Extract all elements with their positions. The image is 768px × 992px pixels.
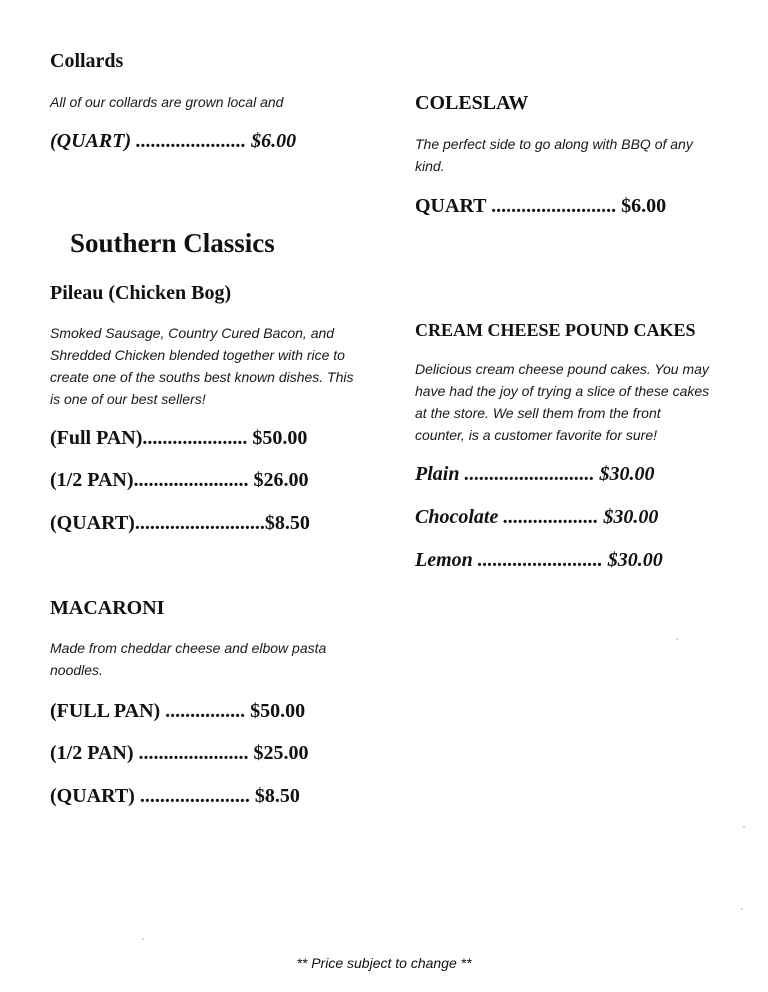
macaroni-desc-line: Made from cheddar cheese and elbow pasta bbox=[50, 640, 327, 656]
pileau-price-half-pan: (1/2 PAN)....................... $26.00 bbox=[50, 469, 309, 491]
scan-speck bbox=[676, 638, 678, 640]
coleslaw-price-quart: QUART ......................... $6.00 bbox=[415, 195, 667, 217]
collards-title: Collards bbox=[50, 50, 124, 72]
coleslaw-desc-line: The perfect side to go along with BBQ of any bbox=[415, 136, 693, 152]
pileau-title: Pileau (Chicken Bog) bbox=[50, 282, 232, 304]
coleslaw-description bbox=[415, 133, 693, 177]
pileau-price-quart: (QUART)..........................$8.50 bbox=[50, 512, 310, 534]
pileau-description bbox=[50, 322, 354, 410]
macaroni-desc-line: noodles. bbox=[50, 662, 103, 678]
pound-cake-price-plain: Plain .......................... $30.00 bbox=[415, 463, 655, 485]
collards-description: All of our collards are grown local and bbox=[50, 94, 284, 110]
macaroni-title: MACARONI bbox=[50, 597, 165, 619]
macaroni-price-half-pan: (1/2 PAN) ...................... $25.00 bbox=[50, 742, 309, 764]
price-disclaimer: ** Price subject to change ** bbox=[296, 955, 472, 971]
pound-cake-price-lemon: Lemon ......................... $30.00 bbox=[415, 549, 663, 571]
pound-cakes-description bbox=[415, 358, 709, 446]
pound-cakes-desc-line: counter, is a customer favorite for sure! bbox=[415, 427, 657, 443]
macaroni-price-full-pan: (FULL PAN) ................ $50.00 bbox=[50, 700, 306, 722]
pileau-desc-line: is one of our best sellers! bbox=[50, 391, 206, 407]
coleslaw-desc-line: kind. bbox=[415, 158, 445, 174]
pound-cakes-desc-line: at the store. We sell them from the front bbox=[415, 405, 661, 421]
pound-cakes-title: CREAM CHEESE POUND CAKES bbox=[415, 320, 696, 340]
pileau-desc-line: Shredded Chicken blended together with rice to bbox=[50, 347, 345, 363]
macaroni-description bbox=[50, 637, 326, 681]
macaroni-price-quart: (QUART) ...................... $8.50 bbox=[50, 785, 300, 807]
pileau-desc-line: Smoked Sausage, Country Cured Bacon, and bbox=[50, 325, 335, 341]
southern-classics-heading: Southern Classics bbox=[70, 228, 275, 258]
scan-speck bbox=[741, 908, 743, 910]
scan-speck bbox=[743, 826, 745, 828]
pound-cakes-desc-line: Delicious cream cheese pound cakes. You may bbox=[415, 361, 709, 377]
pound-cake-price-chocolate: Chocolate ................... $30.00 bbox=[415, 506, 659, 528]
coleslaw-title: COLESLAW bbox=[415, 92, 529, 114]
collards-price-quart: (QUART) ...................... $6.00 bbox=[50, 130, 297, 152]
pileau-price-full-pan: (Full PAN)..................... $50.00 bbox=[50, 427, 308, 449]
pileau-desc-line: create one of the souths best known dishes. This bbox=[50, 369, 354, 385]
pound-cakes-desc-line: have had the joy of trying a slice of these cakes bbox=[415, 383, 710, 399]
scan-speck bbox=[142, 938, 144, 940]
